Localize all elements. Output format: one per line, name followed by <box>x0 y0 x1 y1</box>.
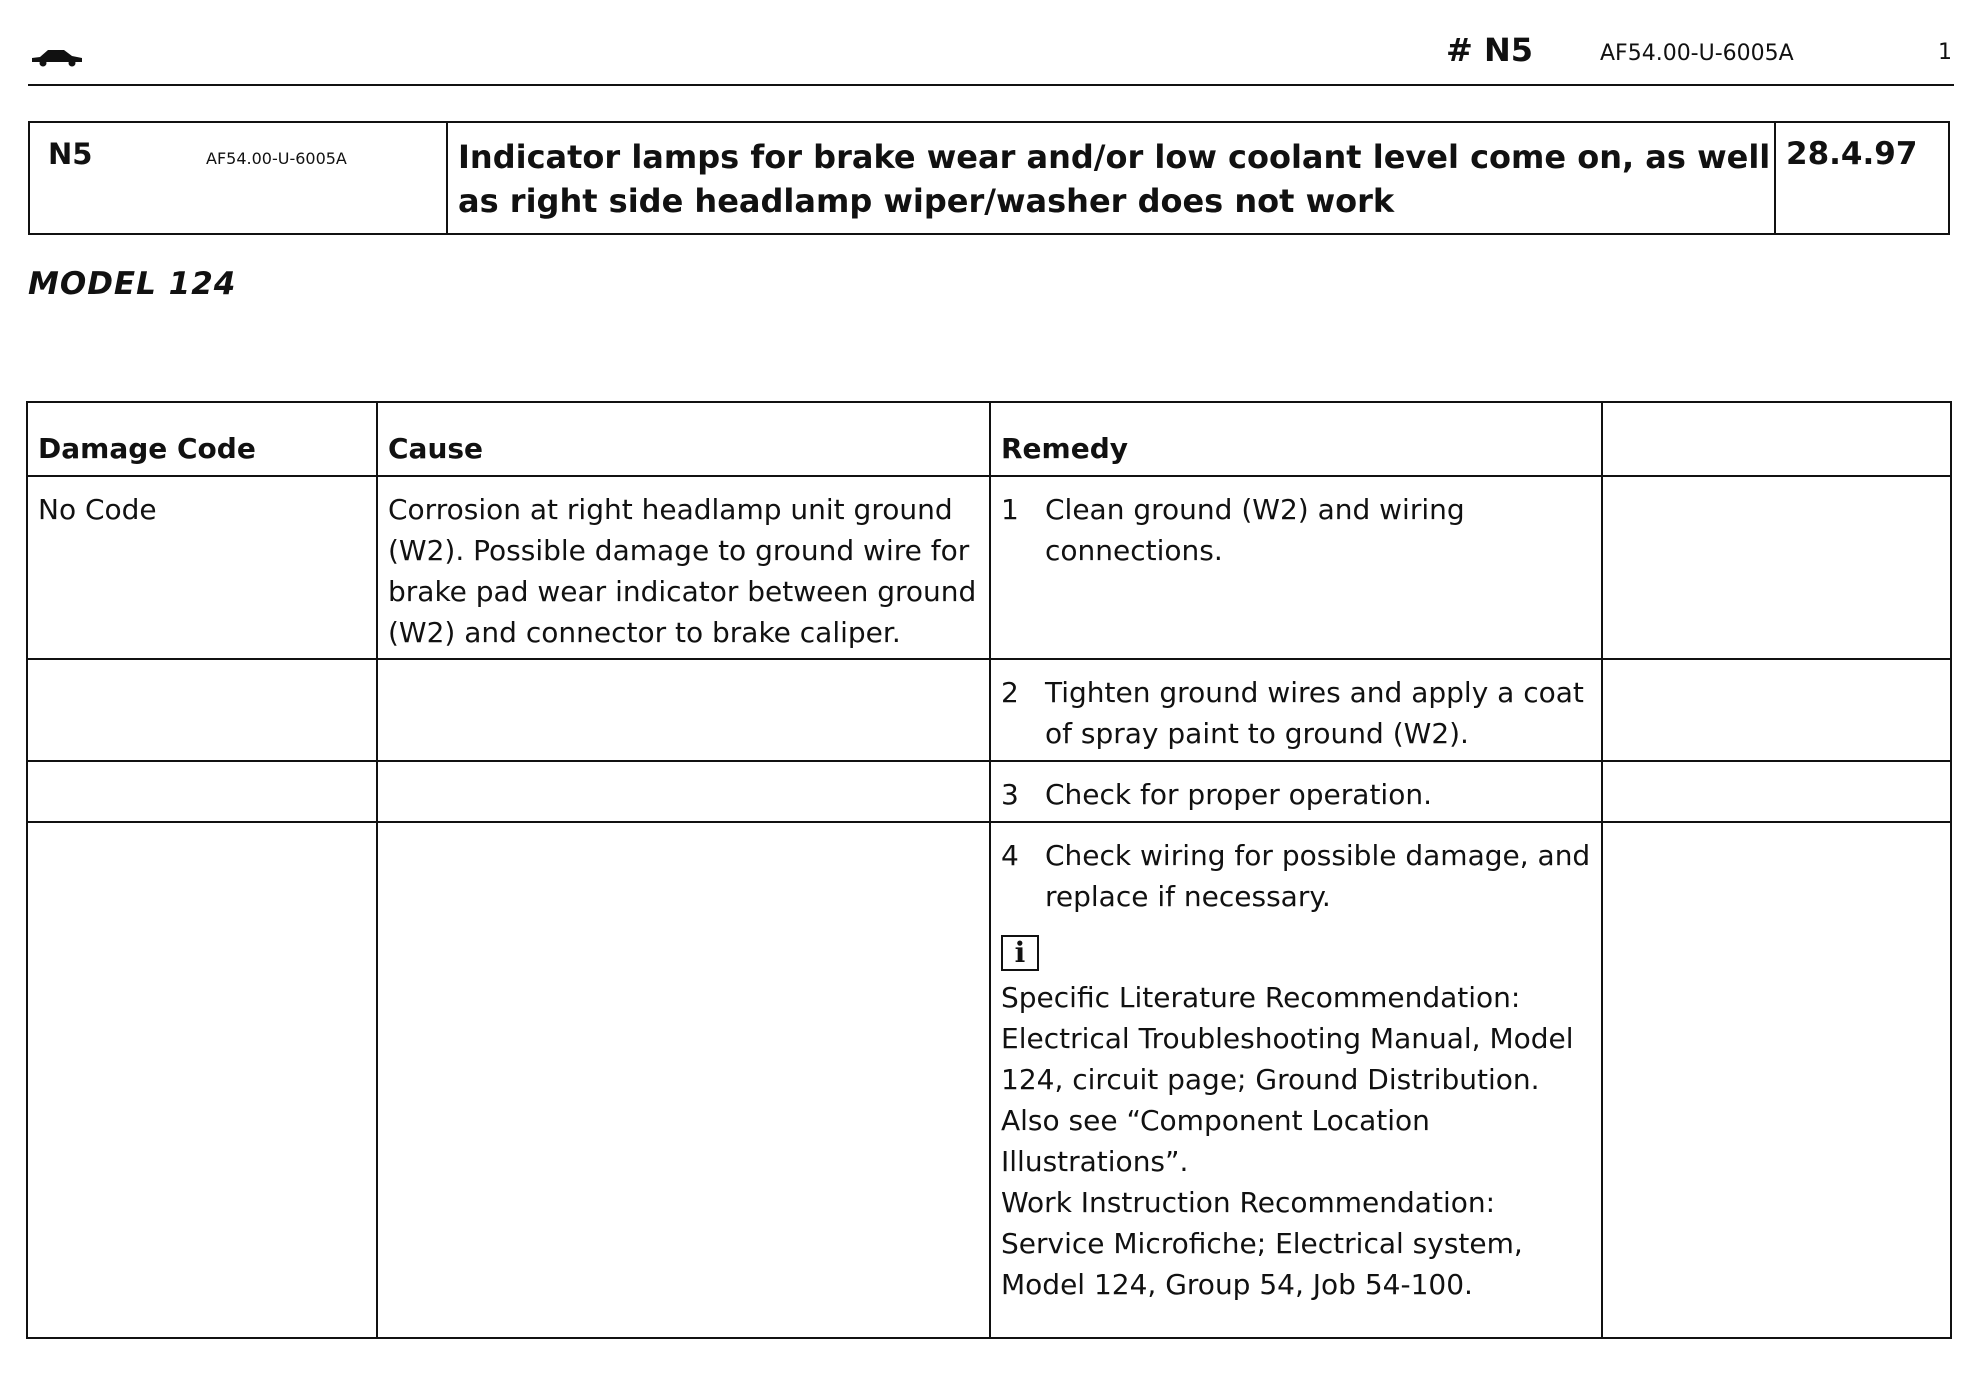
remedy-step <box>1001 835 1591 917</box>
literature-recommendation <box>1001 977 1591 1305</box>
literature-line: Service Microfiche; Electrical system, Model 124, Group 54, Job 54-100. <box>1001 1227 1523 1301</box>
empty-cell <box>377 822 990 1338</box>
document-date: 28.4.97 <box>1786 136 1918 172</box>
title-box <box>28 121 1950 235</box>
title-code: N5 <box>48 137 93 171</box>
empty-cell <box>27 822 377 1338</box>
empty-cell <box>1602 476 1951 659</box>
header-remedy: Remedy <box>990 402 1602 476</box>
header-blank <box>1602 402 1951 476</box>
model-heading: MODEL 124 <box>28 266 237 302</box>
header-cause: Cause <box>377 402 990 476</box>
document-title: Indicator lamps for brake wear and/or low coolant level come on, as well as right side headlamp wiper/washer does not work <box>458 138 1771 220</box>
empty-cell <box>1602 659 1951 761</box>
literature-line: Specific Literature Recommendation: <box>1001 981 1521 1014</box>
damage-code-cell: No Code <box>27 476 377 659</box>
remedy-cell <box>990 761 1602 822</box>
title-ref: AF54.00-U-6005A <box>206 149 347 168</box>
damage-table <box>26 401 1952 1339</box>
page-header <box>28 28 1954 86</box>
step-text: Check wiring for possible damage, and replace if necessary. <box>1045 839 1591 913</box>
table-row <box>27 659 1951 761</box>
table-row <box>27 822 1951 1338</box>
cause-cell: Corrosion at right headlamp unit ground (W2). Possible damage to ground wire for brake pad wear indicator between ground (W2) and connector to brake caliper. <box>377 476 990 659</box>
page-number: 1 <box>1938 40 1952 65</box>
literature-line: Work Instruction Recommendation: <box>1001 1186 1496 1219</box>
remedy-step <box>1001 489 1591 571</box>
literature-line: Electrical Troubleshooting Manual, Model 124, circuit page; Ground Distribution. <box>1001 1022 1574 1096</box>
remedy-cell <box>990 822 1602 1338</box>
title-code-cell <box>30 123 448 233</box>
empty-cell <box>1602 822 1951 1338</box>
step-number: 3 <box>1001 778 1019 811</box>
empty-cell <box>1602 761 1951 822</box>
remedy-step <box>1001 774 1591 815</box>
table-row <box>27 761 1951 822</box>
header-damage-code: Damage Code <box>27 402 377 476</box>
empty-cell <box>377 761 990 822</box>
remedy-cell <box>990 476 1602 659</box>
table-row <box>27 476 1951 659</box>
remedy-cell <box>990 659 1602 761</box>
header-hash-code: # N5 <box>1446 31 1533 69</box>
step-number: 1 <box>1001 493 1019 526</box>
car-icon <box>30 42 84 68</box>
step-text: Check for proper operation. <box>1045 778 1432 811</box>
empty-cell <box>27 761 377 822</box>
empty-cell <box>27 659 377 761</box>
step-text: Tighten ground wires and apply a coat of spray paint to ground (W2). <box>1045 676 1584 750</box>
info-icon: i <box>1001 935 1039 971</box>
step-number: 4 <box>1001 839 1019 872</box>
empty-cell <box>377 659 990 761</box>
table-header-row <box>27 402 1951 476</box>
remedy-step <box>1001 672 1591 754</box>
step-text: Clean ground (W2) and wiring connections. <box>1045 493 1465 567</box>
title-date-cell <box>1774 123 1950 233</box>
step-number: 2 <box>1001 676 1019 709</box>
header-doc-code: AF54.00-U-6005A <box>1600 41 1794 66</box>
literature-line: Also see “Component Location Illustrations”. <box>1001 1104 1430 1178</box>
